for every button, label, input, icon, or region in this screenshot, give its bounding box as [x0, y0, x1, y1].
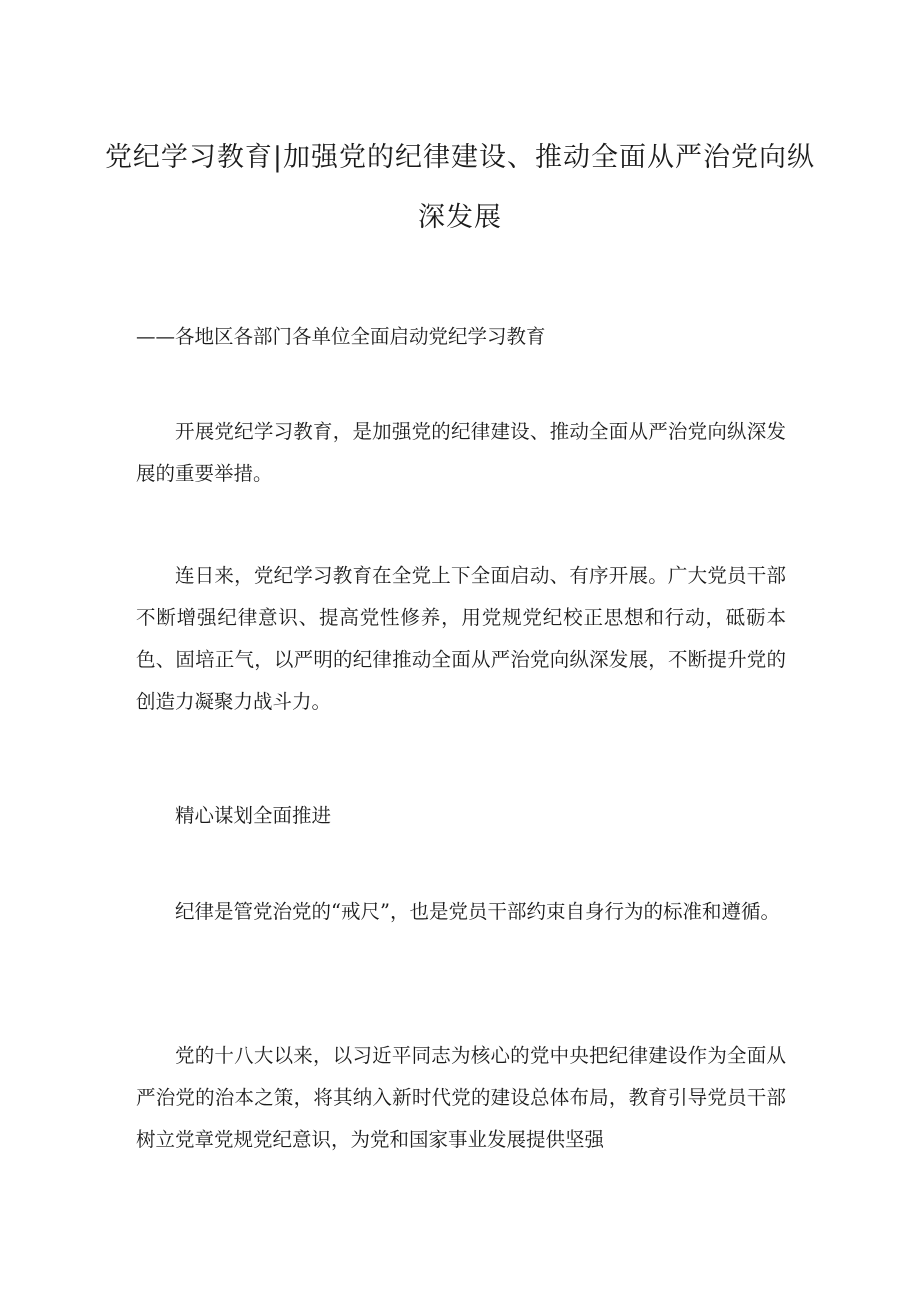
paragraph-4: 党的十八大以来，以习近平同志为核心的党中央把纪律建设作为全面从严治党的治本之策，将其纳入新时代党的建设总体布局，教育引导党员干部树立党章党规党纪意识，为党和国家事业发展提供坚强: [136, 1044, 786, 1151]
document-title-line-2: 深发展: [418, 202, 502, 233]
section-heading: 精心谋划全面推进: [175, 804, 332, 827]
document-title-line-1: 党纪学习教育|加强党的纪律建设、推动全面从严治党向纵: [104, 142, 816, 173]
paragraph-1: 开展党纪学习教育，是加强党的纪律建设、推动全面从严治党向纵深发展的重要举措。: [136, 420, 786, 485]
paragraph-3: 纪律是管党治党的“戒尺”，也是党员干部约束自身行为的标准和遵循。: [175, 900, 780, 923]
document-subtitle: ——各地区各部门各单位全面启动党纪学习教育: [136, 325, 546, 348]
paragraph-2: 连日来，党纪学习教育在全党上下全面启动、有序开展。广大党员干部不断增强纪律意识、提高党性修养，用党规党纪校正思想和行动，砥砺本色、固培正气，以严明的纪律推动全面从严治党向纵深发展，不断提升党的创造力凝聚力战斗力。: [136, 564, 786, 713]
